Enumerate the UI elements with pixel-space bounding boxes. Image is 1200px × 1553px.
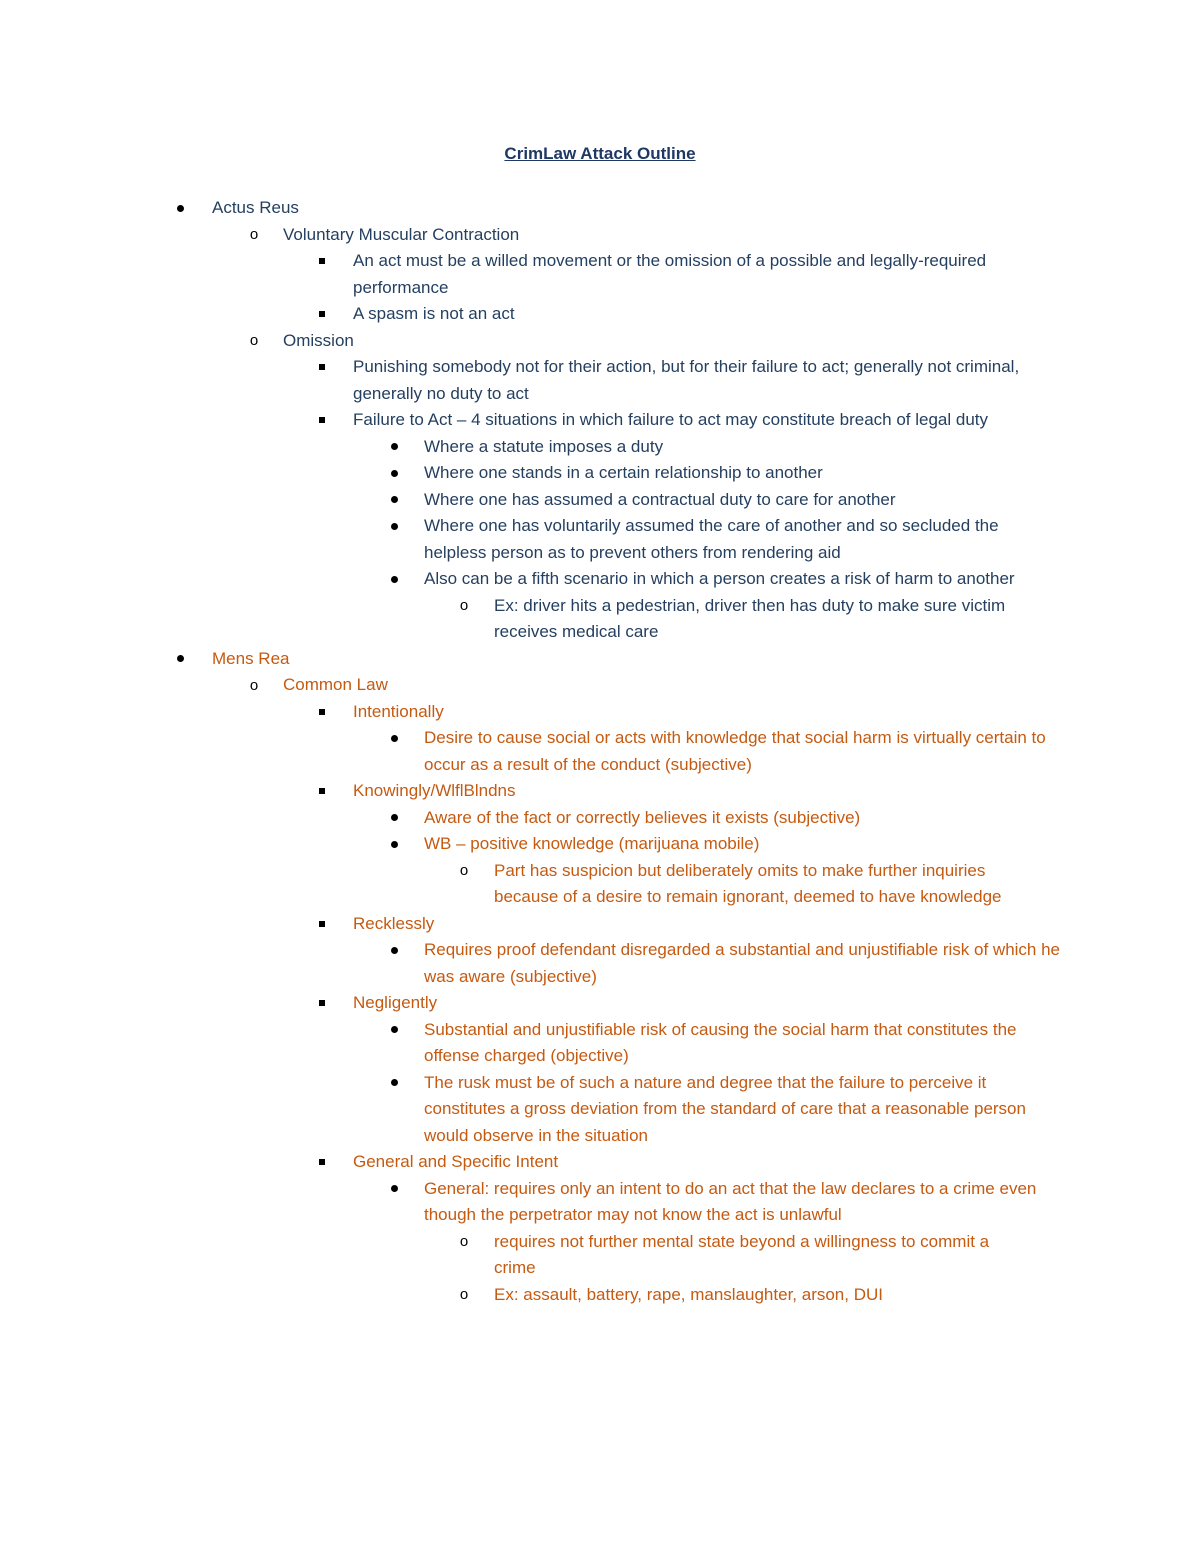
bullet-circle-icon: o bbox=[249, 676, 259, 694]
bullet-square-icon bbox=[312, 301, 332, 328]
outline-item-level-4 bbox=[0, 1229, 1200, 1282]
outline-item-text: Where one has voluntarily assumed the care of another and so secluded the helpless person as to prevent others from rendering aid bbox=[424, 516, 999, 562]
outline-item-level-3 bbox=[0, 1176, 1200, 1229]
bullet-dot-icon bbox=[170, 195, 190, 222]
outline-item-level-1 bbox=[0, 328, 1200, 355]
outline-item-level-3 bbox=[0, 1017, 1200, 1070]
outline-item-text: Substantial and unjustifiable risk of causing the social harm that constitutes the offense charged (objective) bbox=[424, 1019, 1017, 1065]
bullet-dot-icon bbox=[384, 487, 404, 514]
outline-item-level-4 bbox=[0, 858, 1200, 911]
bullet-circle-icon: o bbox=[459, 1286, 469, 1304]
outline-item-level-3 bbox=[0, 487, 1200, 514]
bullet-dot-icon bbox=[384, 460, 404, 487]
outline-item-text: Intentionally bbox=[353, 701, 444, 721]
outline-item-level-2 bbox=[0, 407, 1200, 434]
bullet-square-icon bbox=[312, 911, 332, 938]
bullet-dot-icon bbox=[384, 1070, 404, 1097]
bullet-square-icon bbox=[312, 248, 332, 275]
bullet-square-icon bbox=[312, 354, 332, 381]
outline-item-level-3 bbox=[0, 937, 1200, 990]
outline-item-text: Recklessly bbox=[353, 913, 435, 933]
outline-item-text: General: requires only an intent to do an act that the law declares to a crime even though the perpetrator may not know the act is unlawful bbox=[424, 1178, 1037, 1224]
outline-item-level-2 bbox=[0, 354, 1200, 407]
outline-item-level-4 bbox=[0, 593, 1200, 646]
outline-item-level-2 bbox=[0, 990, 1200, 1017]
outline-item-level-1 bbox=[0, 222, 1200, 249]
outline-item-level-2 bbox=[0, 778, 1200, 805]
bullet-square-icon bbox=[312, 778, 332, 805]
outline-item-text: Ex: driver hits a pedestrian, driver then has duty to make sure victim receives medical care bbox=[494, 595, 1006, 641]
outline-item-text: Where one has assumed a contractual duty to care for another bbox=[424, 489, 896, 509]
bullet-circle-icon: o bbox=[249, 226, 259, 244]
bullet-dot-icon bbox=[384, 1176, 404, 1203]
bullet-dot-icon bbox=[384, 805, 404, 832]
bullet-square-icon bbox=[312, 407, 332, 434]
outline-item-text: Failure to Act – 4 situations in which failure to act may constitute breach of legal duty bbox=[353, 410, 989, 429]
outline-item-text: Negligently bbox=[353, 993, 438, 1012]
outline-item-text: General and Specific Intent bbox=[353, 1152, 559, 1171]
bullet-square-icon bbox=[312, 990, 332, 1017]
outline-list bbox=[0, 195, 1200, 1308]
outline-item-level-4 bbox=[0, 1282, 1200, 1309]
bullet-dot-icon bbox=[384, 725, 404, 752]
outline-item-text: Mens Rea bbox=[212, 648, 290, 668]
outline-item-text: Knowingly/WlflBlndns bbox=[353, 781, 516, 800]
outline-item-text: Desire to cause social or acts with knowledge that social harm is virtually certain to occur as a result of the conduct (subjective) bbox=[424, 728, 1046, 774]
document-title: CrimLaw Attack Outline bbox=[504, 144, 696, 163]
outline-item-level-3 bbox=[0, 460, 1200, 487]
bullet-circle-icon: o bbox=[459, 1233, 469, 1251]
outline-item-level-2 bbox=[0, 248, 1200, 301]
bullet-dot-icon bbox=[384, 434, 404, 461]
outline-item-text: requires not further mental state beyond a willingness to commit a crime bbox=[494, 1231, 990, 1277]
outline-item-level-0 bbox=[0, 646, 1200, 673]
outline-item-text: The rusk must be of such a nature and degree that the failure to perceive it constitutes a gross deviation from the standard of care that a reasonable person would observe in the situation bbox=[424, 1072, 1026, 1145]
outline-item-text: Actus Reus bbox=[212, 198, 299, 217]
outline-item-level-3 bbox=[0, 513, 1200, 566]
outline-item-text: Also can be a fifth scenario in which a person creates a risk of harm to another bbox=[424, 569, 1015, 588]
outline-item-text: Omission bbox=[283, 330, 354, 350]
outline-item-level-3 bbox=[0, 725, 1200, 778]
bullet-circle-icon: o bbox=[459, 597, 469, 615]
bullet-square-icon bbox=[312, 1149, 332, 1176]
outline-item-level-2 bbox=[0, 911, 1200, 938]
outline-item-text: Aware of the fact or correctly believes it exists (subjective) bbox=[424, 807, 861, 827]
bullet-dot-icon bbox=[384, 937, 404, 964]
outline-item-level-3 bbox=[0, 434, 1200, 461]
outline-item-text: Where one stands in a certain relationship to another bbox=[424, 463, 823, 482]
outline-item-text: A spasm is not an act bbox=[353, 304, 515, 323]
outline-item-level-0 bbox=[0, 195, 1200, 222]
outline-item-level-2 bbox=[0, 699, 1200, 726]
outline-item-level-3 bbox=[0, 1070, 1200, 1150]
outline-item-level-3 bbox=[0, 831, 1200, 858]
outline-item-text: Part has suspicion but deliberately omits to make further inquiries because of a desire to remain ignorant, deemed to have knowledge bbox=[494, 860, 1002, 906]
outline-item-text: Common Law bbox=[283, 675, 388, 694]
outline-item-text: An act must be a willed movement or the omission of a possible and legally-required performance bbox=[353, 251, 987, 297]
outline-item-level-2 bbox=[0, 301, 1200, 328]
outline-item-level-3 bbox=[0, 566, 1200, 593]
outline-item-text: Punishing somebody not for their action, but for their failure to act; generally not criminal, generally no duty to act bbox=[353, 357, 1020, 403]
bullet-circle-icon: o bbox=[459, 862, 469, 880]
bullet-dot-icon bbox=[384, 513, 404, 540]
outline-item-text: Voluntary Muscular Contraction bbox=[283, 224, 520, 244]
outline-item-text: Where a statute imposes a duty bbox=[424, 436, 664, 456]
bullet-dot-icon bbox=[384, 1017, 404, 1044]
outline-item-text: Requires proof defendant disregarded a substantial and unjustifiable risk of which he was aware (subjective) bbox=[424, 940, 1061, 986]
outline-item-text: WB – positive knowledge (marijuana mobile) bbox=[424, 834, 760, 853]
outline-item-level-3 bbox=[0, 805, 1200, 832]
bullet-dot-icon bbox=[170, 646, 190, 673]
bullet-dot-icon bbox=[384, 831, 404, 858]
bullet-dot-icon bbox=[384, 566, 404, 593]
bullet-square-icon bbox=[312, 699, 332, 726]
outline-item-level-2 bbox=[0, 1149, 1200, 1176]
bullet-circle-icon: o bbox=[249, 332, 259, 350]
outline-item-level-1 bbox=[0, 672, 1200, 699]
outline-item-text: Ex: assault, battery, rape, manslaughter, arson, DUI bbox=[494, 1284, 883, 1304]
